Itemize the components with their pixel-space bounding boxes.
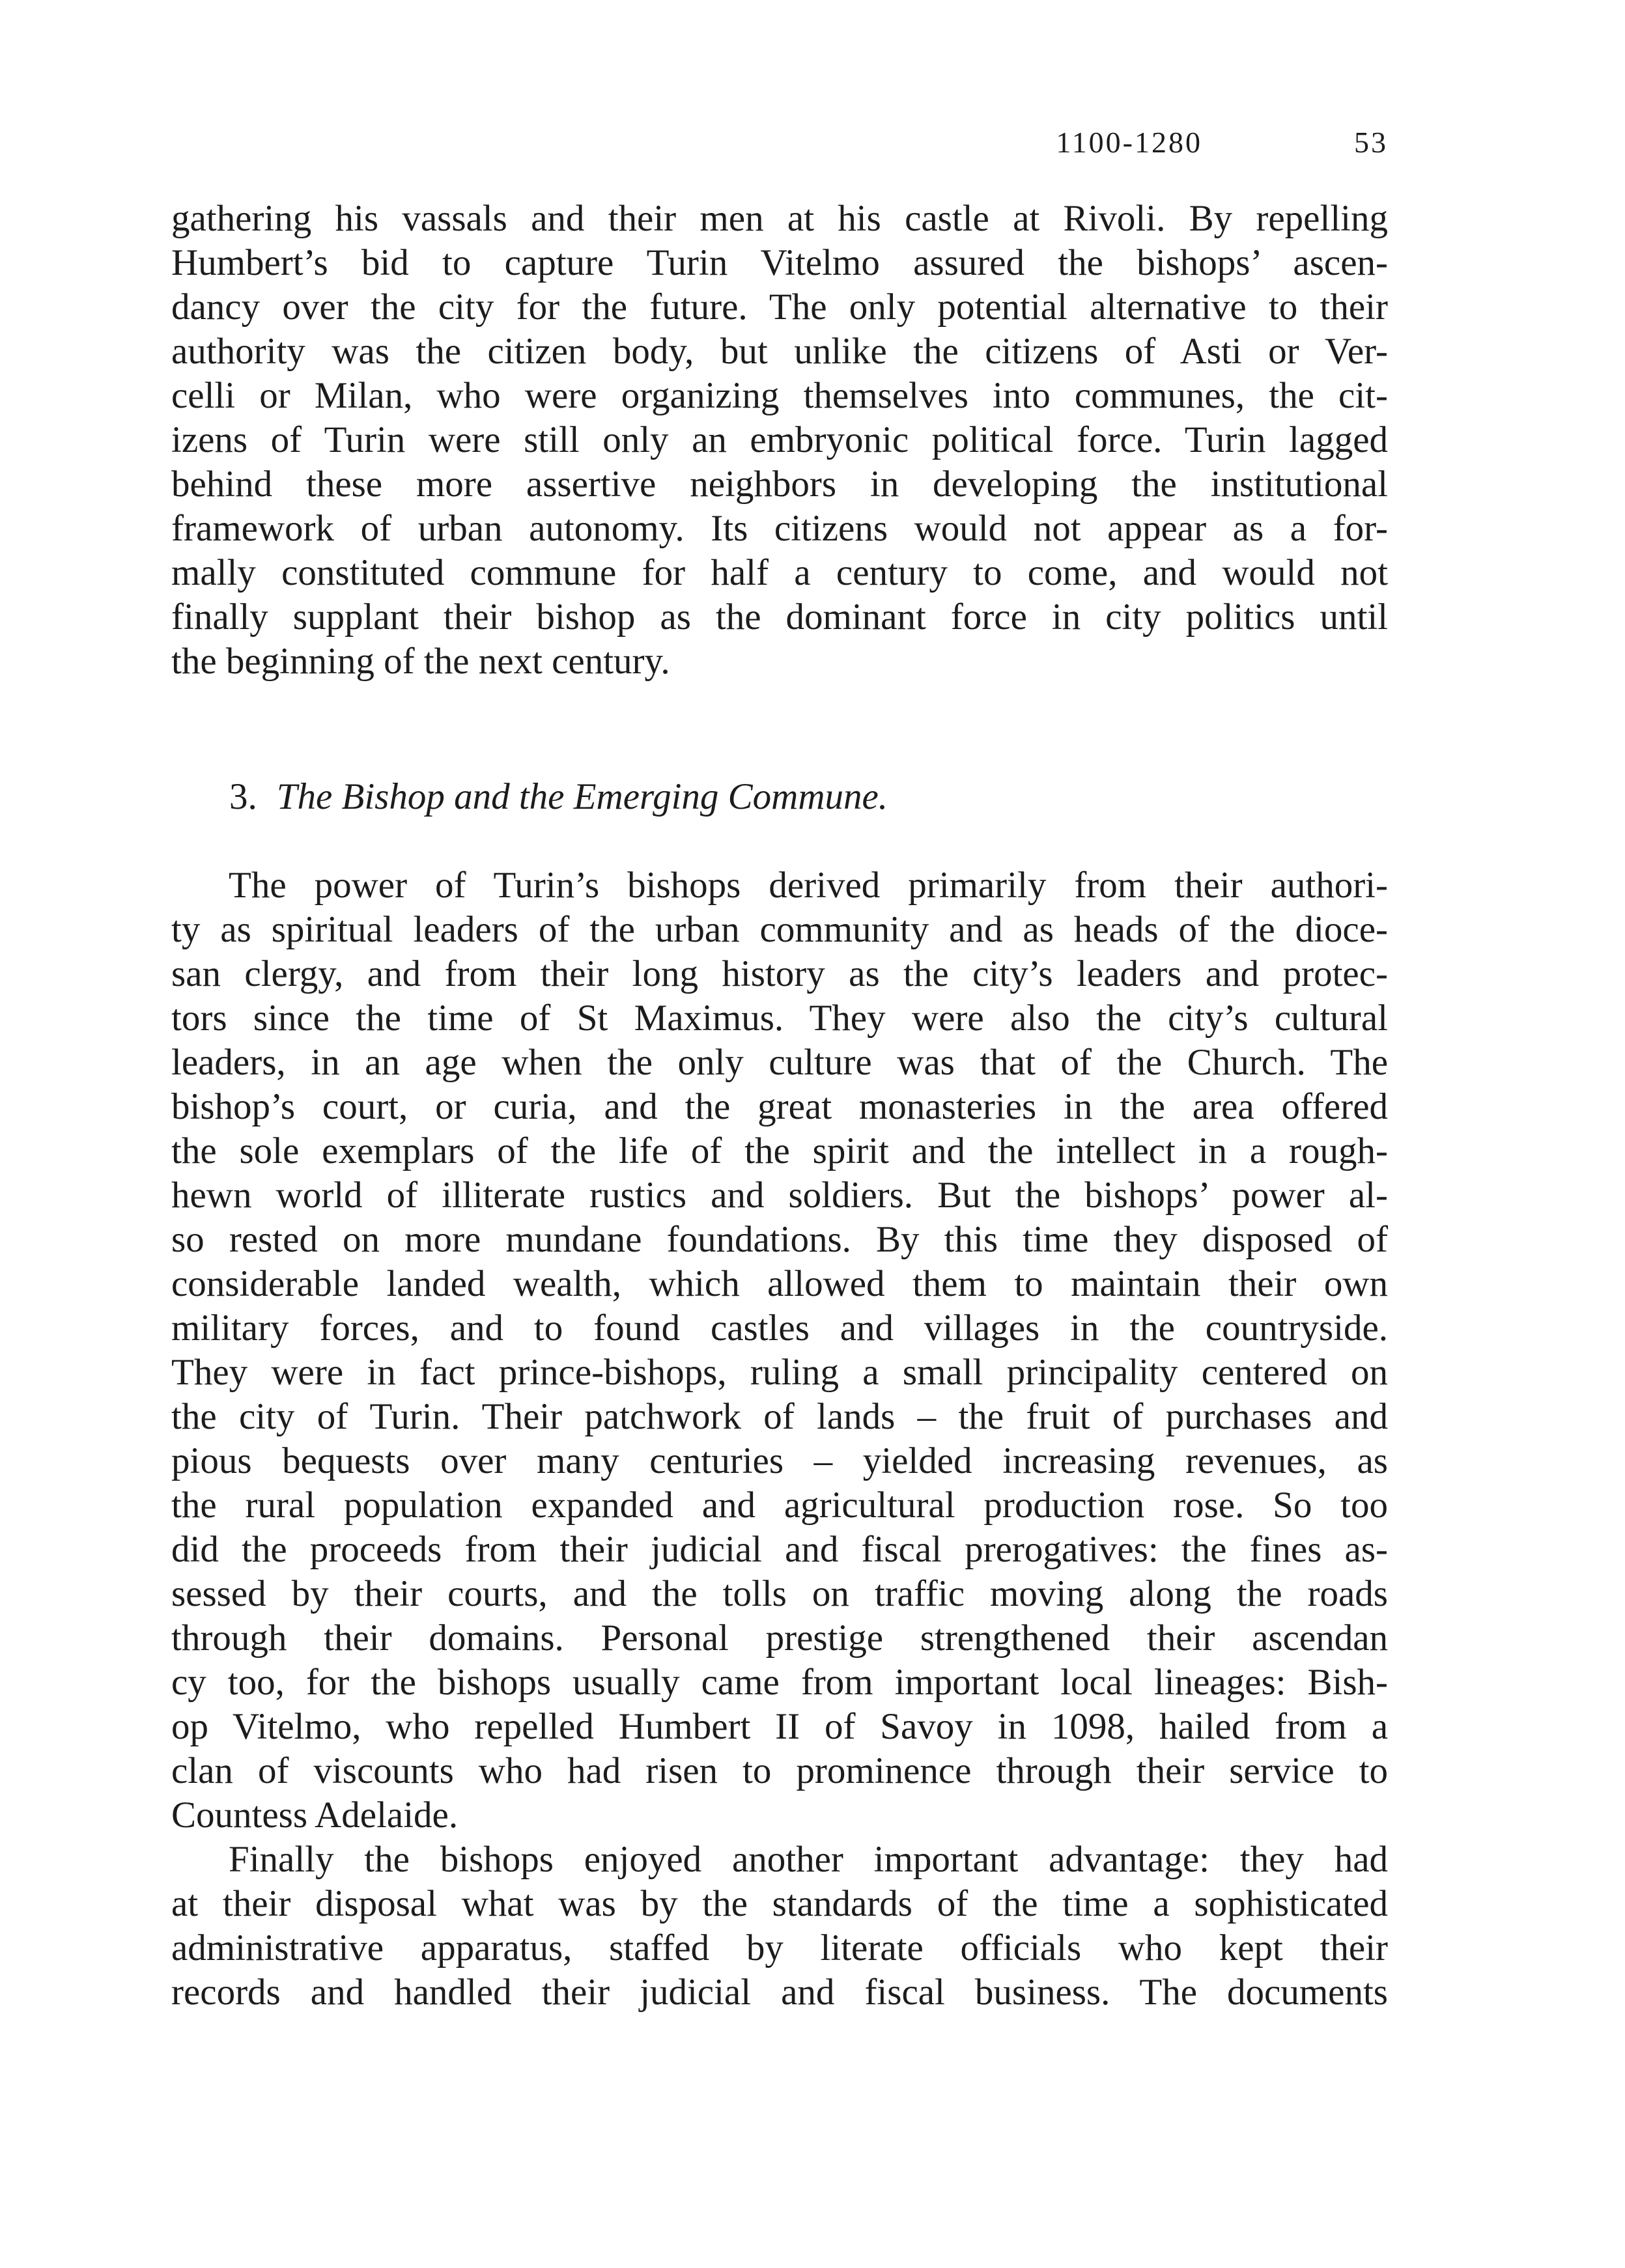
text-line: administrative apparatus, staffed by literate officials who kept their bbox=[171, 1927, 1388, 1968]
section-number: 3. bbox=[229, 776, 257, 817]
text-line: gathering his vassals and their men at his castle at Rivoli. By repelling bbox=[171, 198, 1388, 239]
text-line: ty as spiritual leaders of the urban community and as heads of the dioce- bbox=[171, 909, 1388, 950]
text-line: clan of viscounts who had risen to prominence through their service to bbox=[171, 1750, 1388, 1791]
section-heading bbox=[229, 775, 888, 819]
text-line: Finally the bishops enjoyed another important advantage: they had bbox=[229, 1839, 1388, 1880]
text-line: framework of urban autonomy. Its citizens would not appear as a for- bbox=[171, 508, 1388, 549]
paragraph-1 bbox=[171, 197, 1388, 684]
text-line: records and handled their judicial and fiscal business. The documents bbox=[171, 1972, 1388, 2013]
text-line: san clergy, and from their long history as the city’s leaders and protec- bbox=[171, 953, 1388, 994]
text-line: leaders, in an age when the only culture was that of the Church. The bbox=[171, 1042, 1388, 1083]
text-line: the sole exemplars of the life of the spirit and the intellect in a rough- bbox=[171, 1130, 1388, 1171]
text-line: dancy over the city for the future. The only potential alternative to their bbox=[171, 287, 1388, 328]
text-line: finally supplant their bishop as the dominant force in city politics until bbox=[171, 596, 1388, 637]
text-line: pious bequests over many centuries – yielded increasing revenues, as bbox=[171, 1440, 1388, 1481]
running-head-title: 1100-1280 bbox=[1056, 126, 1202, 159]
text-line: celli or Milan, who were organizing themselves into communes, the cit- bbox=[171, 375, 1388, 416]
text-line: sessed by their courts, and the tolls on traffic moving along the roads bbox=[171, 1573, 1388, 1614]
text-line: izens of Turin were still only an embryonic political force. Turin lagged bbox=[171, 419, 1388, 460]
text-line: cy too, for the bishops usually came from important local lineages: Bish- bbox=[171, 1662, 1388, 1703]
text-line: at their disposal what was by the standards of the time a sophisticated bbox=[171, 1883, 1388, 1924]
text-line: the city of Turin. Their patchwork of lands – the fruit of purchases and bbox=[171, 1396, 1388, 1437]
text-line: The power of Turin’s bishops derived primarily from their authori- bbox=[229, 865, 1388, 906]
page-number: 53 bbox=[1354, 126, 1388, 159]
text-line: the beginning of the next century. bbox=[171, 641, 670, 682]
text-line: Humbert’s bid to capture Turin Vitelmo assured the bishops’ ascen- bbox=[171, 242, 1388, 283]
text-line: the rural population expanded and agricultural production rose. So too bbox=[171, 1485, 1388, 1526]
text-line: so rested on more mundane foundations. By this time they disposed of bbox=[171, 1219, 1388, 1260]
text-line: op Vitelmo, who repelled Humbert II of Savoy in 1098, hailed from a bbox=[171, 1706, 1388, 1747]
text-line: mally constituted commune for half a century to come, and would not bbox=[171, 552, 1388, 593]
text-line: did the proceeds from their judicial and fiscal prerogatives: the fines as- bbox=[171, 1529, 1388, 1570]
text-line: through their domains. Personal prestige strengthened their ascendan bbox=[171, 1617, 1388, 1659]
paragraph-2 bbox=[171, 863, 1388, 2015]
text-line: tors since the time of St Maximus. They were also the city’s cultural bbox=[171, 998, 1388, 1039]
text-line: hewn world of illiterate rustics and soldiers. But the bishops’ power al- bbox=[171, 1175, 1388, 1216]
section-title: The Bishop and the Emerging Commune. bbox=[276, 776, 888, 817]
text-line: considerable landed wealth, which allowed them to maintain their own bbox=[171, 1263, 1388, 1304]
text-line: Countess Adelaide. bbox=[171, 1795, 459, 1836]
text-line: bishop’s court, or curia, and the great monasteries in the area offered bbox=[171, 1086, 1388, 1127]
text-line: behind these more assertive neighbors in developing the institutional bbox=[171, 464, 1388, 505]
text-line: They were in fact prince-bishops, ruling a small principality centered on bbox=[171, 1352, 1388, 1393]
running-head bbox=[171, 125, 1388, 171]
text-line: military forces, and to found castles and villages in the countryside. bbox=[171, 1308, 1388, 1349]
text-line: authority was the citizen body, but unlike the citizens of Asti or Ver- bbox=[171, 331, 1388, 372]
